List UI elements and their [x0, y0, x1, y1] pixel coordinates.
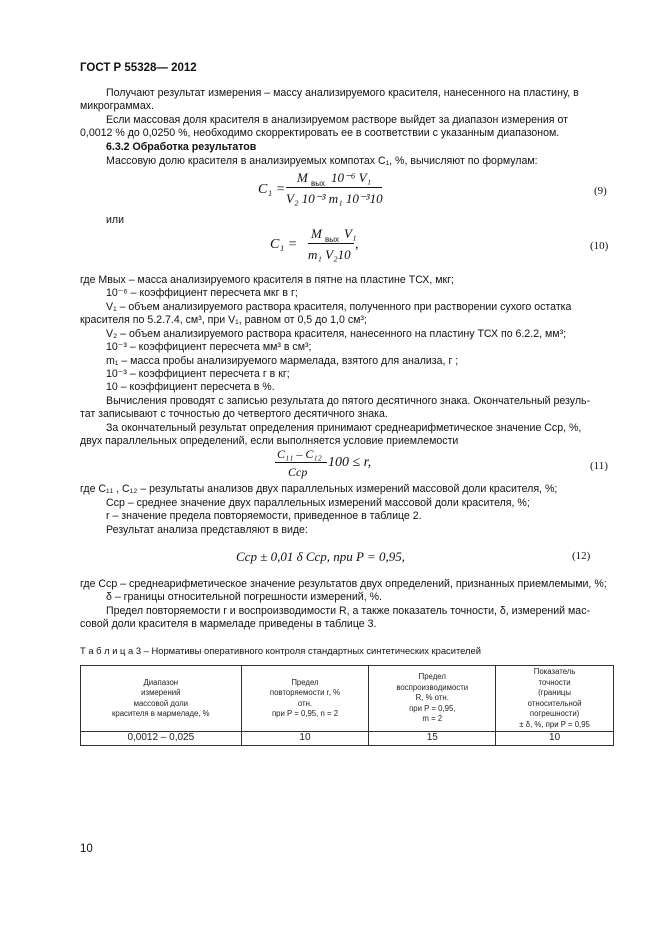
definition-line: r – значение предела повторяемости, приведенное в таблице 2.: [106, 510, 422, 522]
eq10-numerator-rest: V₁: [344, 226, 357, 241]
definition-line: m₁ – масса пробы анализируемого мармелада, взятого для анализа, г ;: [106, 355, 459, 367]
intro-line: микрограммах.: [80, 100, 154, 112]
eq10-lhs: C₁ =: [270, 237, 298, 252]
definition-line: где C₁₁ , C₁₂ – результаты анализов двух параллельных измерений массовой доли красителя, %;: [80, 483, 558, 495]
definition-line: 10 – коэффициент пересчета в %.: [106, 381, 275, 393]
section-intro: Массовую долю красителя в анализируемых компотах C₁, %, вычисляют по формулам:: [106, 155, 538, 167]
eq9-number: (9): [594, 185, 607, 197]
eq9-denominator: V₂ 10⁻³ m₁ 10⁻³10: [286, 191, 383, 206]
eq11-fraction-bar: [275, 462, 327, 463]
eq9-numerator-m: M: [297, 170, 308, 185]
table-header-cell: Показатель точности (границы относительной погрешности) ± δ, %, при P = 0,95: [496, 666, 614, 732]
calc-line: тат записывают с точностью до четвертого десятичного знака.: [80, 408, 388, 420]
eq9-fraction-bar: [286, 187, 382, 188]
eq9-numerator-sub: вых: [311, 179, 325, 188]
definition-line: совой доли красителя в мармеладе приведены в таблице 3.: [80, 618, 377, 630]
definition-line: V₁ – объем анализируемого раствора красителя, полученного при растворении сухого остатка: [106, 301, 572, 313]
document-header: ГОСТ Р 55328— 2012: [80, 62, 197, 74]
eq10-number: (10): [590, 240, 609, 252]
definition-line: где Mвых – масса анализируемого красителя в пятне на пластине ТСХ, мкг;: [80, 274, 454, 286]
eq10-numerator-m: M: [311, 226, 322, 241]
table-cell: 0,0012 – 0,025: [81, 732, 242, 746]
table-cell: 10: [241, 732, 369, 746]
calc-line: За окончательный результат определения принимают среднеарифметическое значение Cср, %,: [106, 422, 582, 434]
or-word: или: [106, 214, 125, 226]
eq10-numerator-sub: вых: [325, 235, 339, 244]
table-header-row: [81, 666, 614, 732]
definition-line: Предел повторяемости r и воспроизводимости R, а также показатель точности, δ, измерений мас-: [106, 605, 591, 617]
eq9-numerator-rest: 10⁻⁶ V₁: [331, 170, 372, 185]
table-row: [81, 732, 614, 746]
definition-line: 10⁻³ – коэффициент пересчета г в кг;: [106, 368, 290, 380]
intro-line: 0,0012 % до 0,0250 %, необходимо скорректировать ее в соответствии с указанным диапазоном.: [80, 127, 560, 139]
table-caption: Т а б л и ц а 3 – Нормативы оперативного контроля стандартных синтетических красителей: [80, 645, 481, 656]
intro-line: Если массовая доля красителя в анализируемом растворе выйдет за диапазон измерения от: [106, 114, 568, 126]
eq11-number: (11): [590, 460, 608, 472]
table-header-cell: Предел повторяемости r, % отн. при P = 0,95, n = 2: [241, 666, 369, 732]
norms-table: [80, 665, 614, 746]
eq12-number: (12): [572, 550, 591, 562]
eq11-denominator: Cср: [288, 465, 308, 479]
calc-line: Вычисления проводят с записью результата до пятого десятичного знака. Окончательный резуль-: [106, 395, 591, 407]
definition-line: красителя по 5.2.7.4, см³, при V₁, равном от 0,5 до 1,0 см³;: [80, 314, 367, 326]
eq10-tail: ,: [355, 237, 359, 252]
definition-line: δ – границы относительной погрешности измерений, %.: [106, 591, 382, 603]
eq10-fraction-bar: [308, 243, 354, 244]
definition-line: V₂ – объем анализируемого раствора красителя, нанесенного на пластину ТСХ по 6.2.2, мм³;: [106, 328, 567, 340]
definition-line: где Cср – среднеарифметическое значение результатов двух определений, признанных приемлемыми, %;: [80, 578, 607, 590]
eq9-lhs: C₁ =: [258, 182, 286, 197]
eq12-text: Cср ± 0,01 δ Cср, при P = 0,95,: [236, 549, 406, 564]
intro-line: Получают результат измерения – массу анализируемого красителя, нанесенного на пластину, в: [106, 87, 579, 99]
eq11-numerator: C₁₁ – C₁₂: [277, 447, 322, 461]
page-number: 10: [80, 843, 93, 855]
definition-line: Cср – среднее значение двух параллельных измерений массовой доли красителя, %;: [106, 497, 530, 509]
table-cell: 10: [496, 732, 614, 746]
table-cell: 15: [369, 732, 496, 746]
section-title: 6.3.2 Обработка результатов: [106, 141, 257, 153]
eq10-denominator: m₁ V₂10: [308, 247, 351, 262]
eq11-tail: 100 ≤ r,: [328, 455, 372, 470]
calc-line: двух параллельных определений, если выполняется условие приемлемости: [80, 435, 459, 447]
definition-line: 10⁻³ – коэффициент пересчета мм³ в см³;: [106, 341, 312, 353]
table-header-cell: Диапазон измерений массовой доли красителя в мармеладе, %: [81, 666, 242, 732]
definition-line: Результат анализа представляют в виде:: [106, 524, 308, 536]
definition-line: 10⁻⁶ – коэффициент пересчета мкг в г;: [106, 287, 298, 299]
table-header-cell: Предел воспроизводимости R, % отн. при P = 0,95, m = 2: [369, 666, 496, 732]
